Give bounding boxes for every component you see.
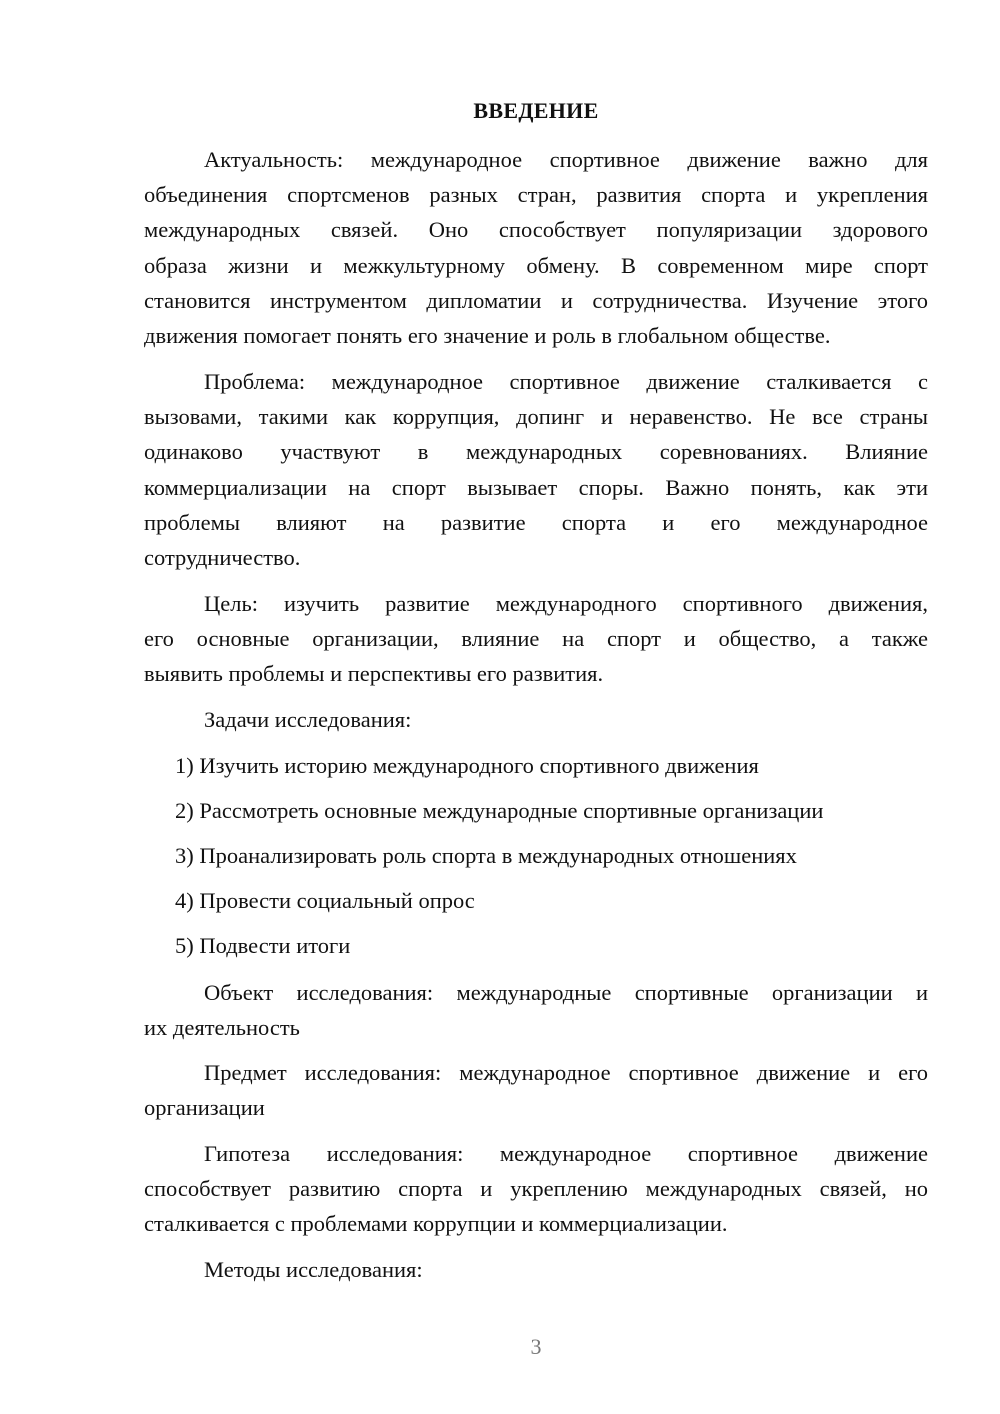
subject-line: организации [144, 1095, 265, 1121]
methods-heading: Методы исследования: [204, 1257, 423, 1282]
goal-line: выявить проблемы и перспективы его развития. [144, 661, 604, 687]
object-paragraph [144, 975, 928, 1045]
object-line: их деятельность [144, 1015, 300, 1041]
subject-line: Предмет исследования: международное спортивное движение и его [204, 1060, 928, 1085]
page-number: 3 [530, 1334, 542, 1359]
task-item: 4) Провести социальный опрос [175, 888, 475, 913]
problem-line: коммерциализации на спорт вызывает споры. Важно понять, как эти [144, 474, 928, 500]
goal-line: его основные организации, влияние на спорт и общество, а также [144, 626, 928, 652]
task-item: 2) Рассмотреть основные международные спортивные организации [175, 798, 824, 823]
problem-line: вызовами, такими как коррупция, допинг и неравенство. Не все страны [144, 404, 928, 430]
hypothesis-line: сталкивается с проблемами коррупции и коммерциализации. [144, 1211, 728, 1237]
relevance-line: объединения спортсменов разных стран, развития спорта и укрепления [144, 182, 928, 208]
methods-heading-block [144, 1252, 928, 1287]
relevance-paragraph [144, 142, 928, 353]
problem-line: Проблема: международное спортивное движение сталкивается с [204, 369, 928, 394]
problem-line: сотрудничество. [144, 545, 301, 571]
hypothesis-line: Гипотеза исследования: международное спортивное движение [204, 1141, 928, 1166]
relevance-line: становится инструментом дипломатии и сотрудничества. Изучение этого [144, 287, 928, 313]
problem-line: проблемы влияют на развитие спорта и его международное [144, 509, 928, 535]
relevance-line: движения помогает понять его значение и роль в глобальном обществе. [144, 323, 831, 349]
section-heading: ВВЕДЕНИЕ [473, 98, 599, 123]
tasks-heading-block [144, 702, 928, 737]
task-item: 1) Изучить историю международного спортивного движения [175, 753, 759, 778]
relevance-line: Актуальность: международное спортивное движение важно для [204, 147, 928, 172]
tasks-heading: Задачи исследования: [204, 707, 412, 732]
object-line: Объект исследования: международные спортивные организации и [204, 980, 928, 1005]
goal-line: Цель: изучить развитие международного спортивного движения, [204, 591, 928, 616]
task-item: 3) Проанализировать роль спорта в международных отношениях [175, 843, 797, 868]
relevance-line: образа жизни и межкультурному обмену. В современном мире спорт [144, 252, 928, 278]
problem-paragraph [144, 364, 928, 575]
task-item: 5) Подвести итоги [175, 933, 351, 958]
goal-paragraph [144, 586, 928, 692]
hypothesis-paragraph [144, 1136, 928, 1242]
subject-paragraph [144, 1055, 928, 1125]
hypothesis-line: способствует развитию спорта и укреплению международных связей, но [144, 1176, 928, 1202]
problem-line: одинаково участвуют в международных соревнованиях. Влияние [144, 439, 928, 465]
relevance-line: международных связей. Оно способствует популяризации здорового [144, 217, 928, 243]
